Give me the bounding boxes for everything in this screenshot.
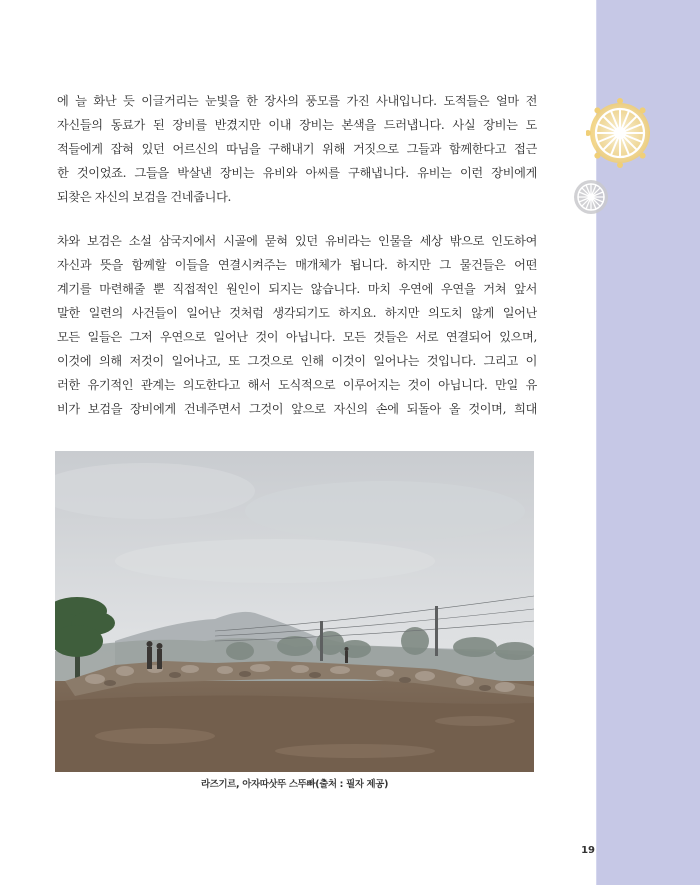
text-line: 계기를 마련해줄 뿐 직접적인 원인이 되지는 않습니다. 마치 우연에 우연을 거쳐 앞서 — [57, 282, 537, 296]
text-line: 자신과 뜻을 함께할 이들을 연결시켜주는 매개체가 됩니다. 하지만 그 물건들은 어떤 — [57, 258, 537, 272]
body-paragraph-1 — [57, 89, 537, 209]
text-line: 한 것이었죠. 그들을 박살낸 장비는 유비와 아씨를 구해냅니다. 유비는 이런 장비에게 — [57, 166, 537, 180]
text-line: 자신들의 동료가 된 장비를 반겼지만 이내 장비는 본색을 드러냅니다. 사실 장비는 도 — [57, 118, 537, 132]
text-line: 에 늘 화난 듯 이글거리는 눈빛을 한 장사의 풍모를 가진 사내입니다. 도적들은 얼마 전 — [57, 94, 537, 108]
body-paragraph-2 — [57, 229, 537, 421]
text-line: 모든 일들은 그저 우연으로 일어난 것이 아닙니다. 모든 것들은 서로 연결되어 있으며, — [57, 330, 537, 344]
text-line: 적들에게 잡혀 있던 어르신의 따님을 구해내기 위해 거짓으로 그들과 함께한다고 접근 — [57, 142, 537, 156]
photo-caption: 라즈기르, 아자따삿뚜 스뚜빠(출처 : 필자 제공) — [200, 779, 389, 790]
stupa-ruins-photo — [55, 451, 534, 772]
text-line: 되찾은 자신의 보검을 건네줍니다. — [57, 190, 232, 204]
dharma-wheel-icon — [586, 96, 650, 170]
text-line: 말한 일련의 사건들이 일어난 것처럼 생각되기도 하지요. 하지만 의도치 않게 일어난 — [57, 306, 537, 320]
text-line: 비가 보검을 장비에게 건네주면서 그것이 앞으로 자신의 손에 되돌아 올 것이며, 희대 — [57, 402, 537, 416]
text-line: 차와 보검은 소설 삼국지에서 시골에 묻혀 있던 유비라는 인물을 세상 밖으로 인도하여 — [57, 234, 537, 248]
text-line: 이것에 의해 저것이 일어나고, 또 그것으로 인해 이것이 일어나는 것입니다. 그리고 이 — [57, 354, 537, 368]
text-line: 러한 유기적인 관계는 의도한다고 해서 도식적으로 이루어지는 것이 아닙니다. 만일 유 — [57, 378, 537, 392]
dharma-wheel-small-icon — [572, 178, 610, 216]
page-number: 19 — [581, 845, 595, 856]
